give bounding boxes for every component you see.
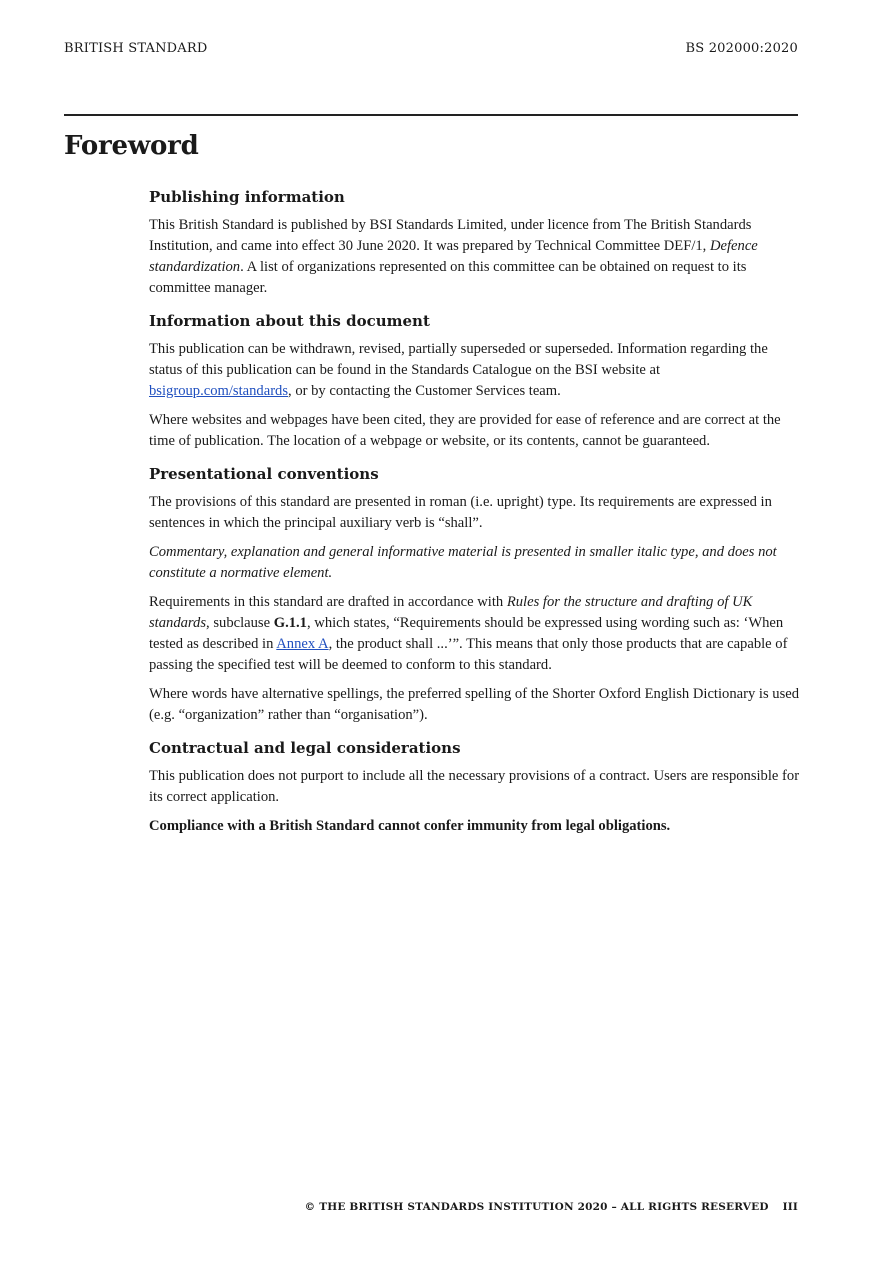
subclause-ref: G.1.1 [273,615,307,631]
text-run: , the product shall ...’”. This means that only those products that are capable of passing the specified test will be deemed to conform to this standard. [149,636,788,673]
header-standard-number: BS 202000:2020 [685,41,798,56]
rules-title: Rules for the structure and drafting of UK standards [149,594,753,631]
header-standard-label: BRITISH STANDARD [64,41,208,56]
foreword-content [149,186,803,848]
paragraph [149,339,803,402]
text-run: Requirements in this standard are drafted in accordance with [149,594,507,610]
paragraph [149,592,803,676]
section-heading: Publishing information [149,188,345,206]
section-contractual-legal [149,737,803,837]
section-information-about-document [149,310,803,452]
text-run: This publication can be withdrawn, revised, partially superseded or superseded. Information regarding the status of this publication can be found in the Standards Catalogue on the BSI website at [149,341,768,378]
copyright-notice: © THE BRITISH STANDARDS INSTITUTION 2020 – ALL RIGHTS RESERVED [304,1201,769,1213]
text-run: This British Standard is published by BSI Standards Limited, under licence from The British Standards Institution, and came into effect 30 June 2020. It was prepared by Technical Committee DEF/1, [149,217,752,254]
text-run: , which states, “Requirements should be expressed using wording such as: ‘When tested as described in [149,615,784,652]
paragraph [149,215,803,299]
page-number: III [782,1201,798,1213]
paragraph: This publication does not purport to include all the necessary provisions of a contract. Users are responsible for its correct application. [149,768,800,805]
running-footer [305,1201,798,1213]
header-rule [64,114,798,116]
section-presentational-conventions [149,463,803,726]
paragraph: Where websites and webpages have been cited, they are provided for ease of reference and are correct at the time of publication. The location of a webpage or website, or its contents, cannot be guaranteed. [149,412,781,449]
compliance-statement: Compliance with a British Standard cannot confer immunity from legal obligations. [149,818,671,834]
section-heading: Presentational conventions [149,465,379,483]
commentary-paragraph: Commentary, explanation and general informative material is presented in smaller italic type, and does not constitute a normative element. [149,544,777,581]
text-run: . A list of organizations represented on this committee can be obtained on request to its committee manager. [149,259,747,296]
annex-a-link[interactable]: Annex A [276,636,329,652]
section-heading: Information about this document [149,312,430,330]
running-header [64,41,798,56]
text-run: , or by contacting the Customer Services team. [288,383,561,399]
bsi-standards-link[interactable]: bsigroup.com/standards [149,383,289,399]
section-heading: Contractual and legal considerations [149,739,461,757]
committee-name: Defence standardization [149,238,758,275]
paragraph: Where words have alternative spellings, the preferred spelling of the Shorter Oxford English Dictionary is used (e.g. “organization” rather than “organisation”). [149,686,800,723]
section-publishing-information [149,186,803,299]
text-run: , subclause [206,615,274,631]
paragraph: The provisions of this standard are presented in roman (i.e. upright) type. Its requirements are expressed in sentences in which the principal auxiliary verb is “shall”. [149,494,772,531]
page-title: Foreword [64,131,199,161]
